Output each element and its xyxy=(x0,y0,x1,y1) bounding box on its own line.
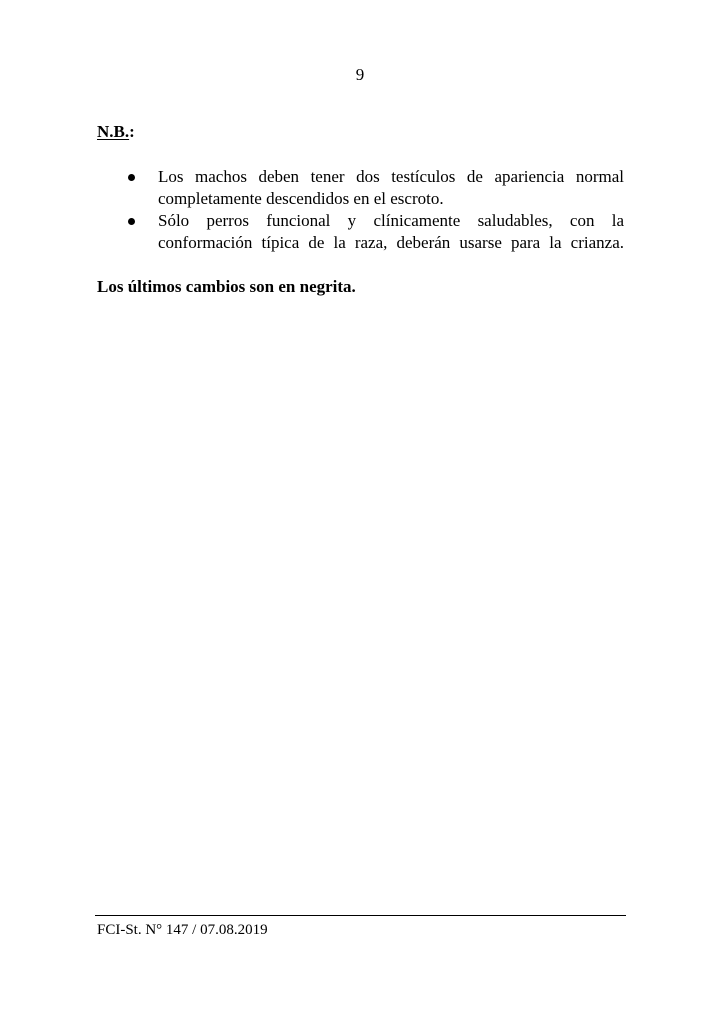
bullet-dot-icon xyxy=(128,218,135,225)
list-item-line: conformación típica de la raza, deberán usarse para la crianza. xyxy=(158,233,624,252)
list-item-line: Sólo perros funcional y clínicamente saludables, con la xyxy=(158,211,624,230)
nb-bullet-list xyxy=(97,166,624,254)
list-item-line: completamente descendidos en el escroto. xyxy=(158,189,444,208)
nb-colon: : xyxy=(129,122,135,141)
closing-note: Los últimos cambios son en negrita. xyxy=(97,277,356,296)
list-item xyxy=(97,166,624,210)
footer-divider xyxy=(95,915,626,916)
list-item xyxy=(97,210,624,254)
nb-heading xyxy=(97,121,135,143)
nb-label: N.B. xyxy=(97,122,130,141)
page-number: 9 xyxy=(355,65,365,84)
list-item-line: Los machos deben tener dos testículos de apariencia normal xyxy=(158,167,624,186)
bullet-dot-icon xyxy=(128,174,135,181)
footer-standard-reference: FCI-St. N° 147 / 07.08.2019 xyxy=(97,922,268,938)
